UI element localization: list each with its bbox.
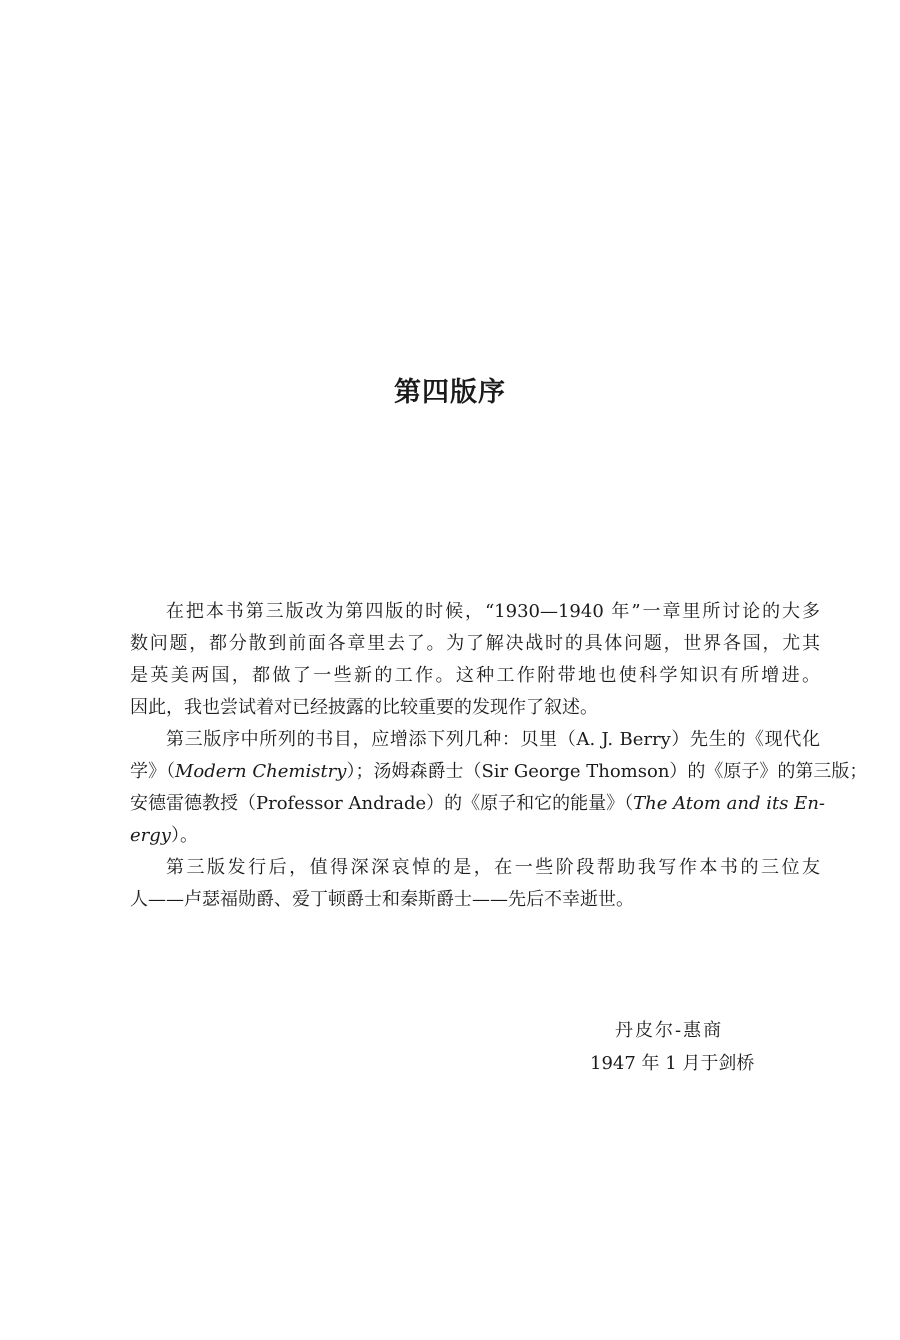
author-signature: 丹皮尔-惠商 [615,1020,724,1041]
paragraph-3 [130,852,820,916]
paragraph-2 [130,724,868,852]
signature-date: 1947 年 1 月于剑桥 [590,1053,755,1074]
paragraph-line: 在把本书第三版改为第四版的时候，“1930—1940 年”一章里所讨论的大多 [166,601,820,622]
paragraph-line: 人——卢瑟福勋爵、爱丁顿爵士和秦斯爵士——先后不幸逝世。 [130,889,634,910]
paragraph-line: 数问题，都分散到前面各章里去了。为了解决战时的具体问题，世界各国，尤其 [130,633,820,654]
page-title: 第四版序 [394,377,506,408]
paragraph-line: 第三版发行后，值得深深哀悼的是，在一些阶段帮助我写作本书的三位友 [166,857,820,878]
book-title: ergy [130,825,171,846]
paragraph-line: 安德雷德教授（Professor Andrade）的《原子和它的能量》（The Atom and its En- [130,793,825,814]
paragraph-line: 第三版序中所列的书目，应增添下列几种：贝里（A. J. Berry）先生的《现代化 [166,729,820,750]
paragraph-line: 因此，我也尝试着对已经披露的比较重要的发现作了叙述。 [130,697,598,718]
paragraph-line: ergy）。 [130,825,198,846]
preface-body [130,596,868,916]
book-title: Modern Chemistry [175,761,347,782]
paragraph-line: 是英美两国，都做了一些新的工作。这种工作附带地也使科学知识有所增进。 [130,665,820,686]
book-title: The Atom and its En- [633,793,825,814]
paragraph-1 [130,596,820,724]
paragraph-line: 学》（Modern Chemistry）；汤姆森爵士（Sir George Thomson）的《原子》的第三版； [130,761,868,782]
